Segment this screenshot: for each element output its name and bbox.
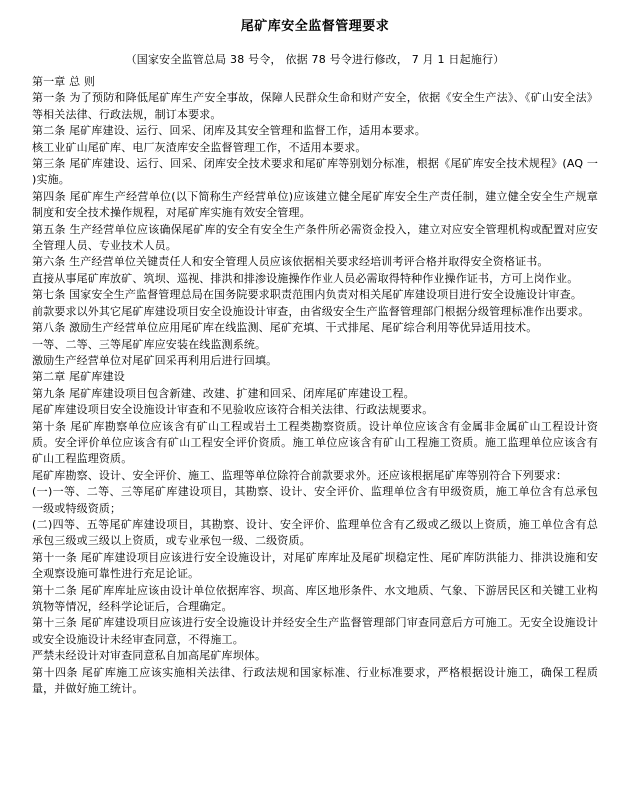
paragraph: 第一条 为了预防和降低尾矿库生产安全事故，保障人民群众生命和财产安全，依据《安全生产法》、《矿山安全法》等相关法律、行政法规，制订本要求。 [32,91,598,121]
paragraph: 第六条 生产经营单位关键责任人和安全管理人员应该依据相关要求经培训考评合格并取得安全资格证书。 [32,255,549,269]
paragraph: 一等、二等、三等尾矿库应安装在线监测系统。 [32,337,267,351]
paragraph: 第十三条 尾矿库建设项目应该进行安全设施设计并经安全生产监督管理部门审查同意后方可施工。无安全设施设计或安全设施设计未经审查同意，不得施工。 [32,616,598,646]
paragraph: 第十四条 尾矿库施工应该实施相关法律、行政法规和国家标准、行业标准要求，严格根据设计施工，确保工程质量，并做好施工统计。 [32,665,598,696]
paragraph: 核工业矿山尾矿库、电厂灰渣库安全监督管理工作，不适用本要求。 [32,140,367,154]
paragraph: 第十条 尾矿库勘察单位应该含有矿山工程或岩土工程类勘察资质。设计单位应该含有金属非金属矿山工程设计资质。安全评价单位应该含有矿山工程安全评价资质。施工单位应该含有矿山工程施工资质。施工监理单位应该含有矿山工程监理资质。 [32,419,598,466]
paragraph: 尾矿库建设项目安全设施设计审查和不见验收应该符合相关法律、行政法规要求。 [32,403,434,417]
paragraph: 第七条 国家安全生产监督管理总局在国务院要求职责范围内负责对相关尾矿库建设项目进行安全设施设计审查。 [32,288,582,302]
page-title: 尾矿库安全监督管理要求 [240,19,390,34]
paragraph: 第十二条 尾矿库库址应该由设计单位依据库容、坝高、库区地形条件、水文地质、气象、下游居民区和关键工业构筑物等情况，经科学论证后，合理确定。 [32,583,598,613]
paragraph: 第九条 尾矿库建设项目包含新建、改建、扩建和回采、闭库尾矿库建设工程。 [32,386,415,400]
paragraph: (二)四等、五等尾矿库建设项目，其勘察、设计、安全评价、监理单位含有乙级或乙级以上资质，施工单位含有总承包三级或三级以上资质，或专业承包一级、二级资质。 [32,517,598,548]
paragraph: 前款要求以外其它尾矿库建设项目安全设施设计审查，由省级安全生产监督管理部门根据分级管理标准作出要求。 [32,304,590,318]
document-body [32,74,598,697]
paragraph: 第二条 尾矿库建设、运行、回采、闭库及其安全管理和监督工作，适用本要求。 [32,124,426,138]
paragraph: 严禁未经设计对审查同意私自加高尾矿库坝体。 [32,649,267,663]
paragraph: 第五条 生产经营单位应该确保尾矿库的安全有安全生产条件所必需资金投入，建立对应安全管理机构或配置对应安全管理人员、专业技术人员。 [32,222,598,253]
document-subtitle: （国家安全监管总局 38 号令， 依据 78 号令进行修改， 7 月 1 日起施行） [125,53,505,66]
paragraph: 第十一条 尾矿库建设项目应该进行安全设施设计，对尾矿库库址及尾矿坝稳定性、尾矿库防洪能力、排洪设施和安全观察设施可靠性进行充足论证。 [32,550,598,581]
paragraph: 第一章 总 则 [32,75,96,88]
paragraph: 第八条 激励生产经营单位应用尾矿库在线监测、尾矿充填、干式排尾、尾矿综合利用等优异适用技术。 [32,321,538,335]
paragraph: 尾矿库勘察、设计、安全评价、施工、监理等单位除符合前款要求外。还应该根据尾矿库等别符合下列要求： [32,468,568,482]
paragraph: 直接从事尾矿库放矿、筑坝、巡视、排洪和排渗设施操作作业人员必需取得特种作业操作证书，方可上岗作业。 [32,271,579,285]
paragraph: 第四条 尾矿库生产经营单位(以下简称生产经营单位)应该建立健全尾矿库安全生产责任制，建立健全安全生产规章制度和安全技术操作规程，对尾矿库实施有效安全管理。 [32,189,598,220]
paragraph: 激励生产经营单位对尾矿回采再利用后进行回填。 [32,353,278,367]
paragraph: 第二章 尾矿库建设 [32,370,125,384]
paragraph: 第三条 尾矿库建设、运行、回采、闭库安全技术要求和尾矿库等别划分标准，根据《尾矿库安全技术规程》(AQ 一 )实施。 [32,157,598,187]
paragraph: (一)一等、二等、三等尾矿库建设项目，其勘察、设计、安全评价、监理单位含有甲级资质，施工单位含有总承包一级或特级资质； [32,485,598,515]
